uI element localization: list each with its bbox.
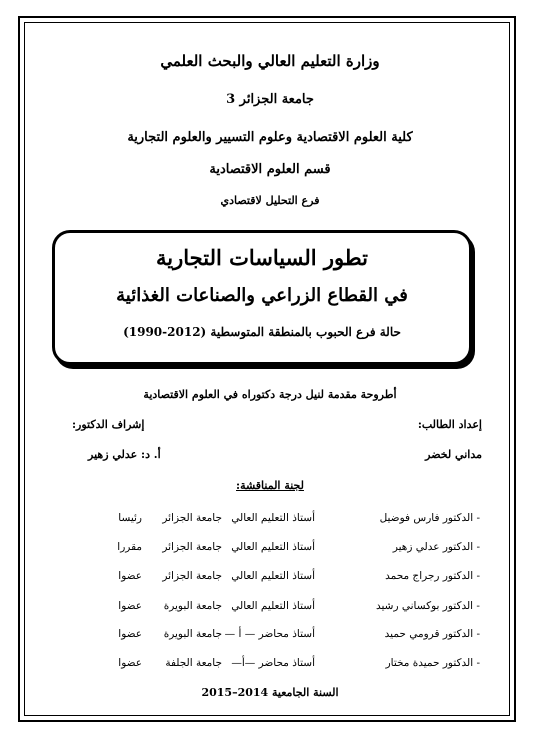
supervisor-name: أ. د: عدلي زهير xyxy=(88,448,161,461)
committee-row: - الدكتور فارس فوضيل أستاذ التعليم العالي جامعة الجزائر رئيسا xyxy=(118,512,480,524)
student-name: مداني لخضر xyxy=(425,448,482,461)
committee-row: - الدكتور رجراج محمد أستاذ التعليم العالي جامعة الجزائر عضوا xyxy=(118,570,480,582)
committee-row: - الدكتور حميدة مختار أستاذ محاضر —أ— جامعة الجلفة عضوا xyxy=(118,657,480,669)
thesis-title-main: تطور السياسات التجارية xyxy=(156,245,368,270)
university-name: جامعة الجزائر 3 xyxy=(226,92,314,107)
department-name: قسم العلوم الاقتصادية xyxy=(209,162,331,177)
committee-row: - الدكتور عدلي زهير أستاذ التعليم العالي جامعة الجزائر مقررا xyxy=(117,541,480,553)
committee-row: - الدكتور بوكساني رشيد أستاذ التعليم العالي جامعة البويرة عضوا xyxy=(118,600,480,612)
committee-row: - الدكتور قرومي حميد أستاذ محاضر — أ — جامعة البويرة عضوا xyxy=(118,628,480,640)
thesis-case-study: حالة فرع الحبوب بالمنطقة المتوسطية (2012-1990) xyxy=(123,325,401,339)
supervisor-label: إشراف الدكتور: xyxy=(72,418,145,431)
faculty-name: كلية العلوم الاقتصادية وعلوم التسيير والعلوم التجارية xyxy=(127,130,413,145)
branch-name: فرع التحليل لاقتصادي xyxy=(220,194,320,207)
academic-year: السنة الجامعية 2014–2015 xyxy=(201,686,339,699)
thesis-note: أطروحة مقدمة لنيل درجة دكتوراه في العلوم الاقتصادية xyxy=(143,388,397,401)
ministry-name: وزارة التعليم العالي والبحث العلمي xyxy=(160,52,380,70)
thesis-title-sub: في القطاع الزراعي والصناعات الغذائية xyxy=(116,285,408,306)
student-label: إعداد الطالب: xyxy=(417,418,482,431)
committee-title: لجنة المناقشة: xyxy=(236,479,304,492)
title-box xyxy=(52,230,472,365)
